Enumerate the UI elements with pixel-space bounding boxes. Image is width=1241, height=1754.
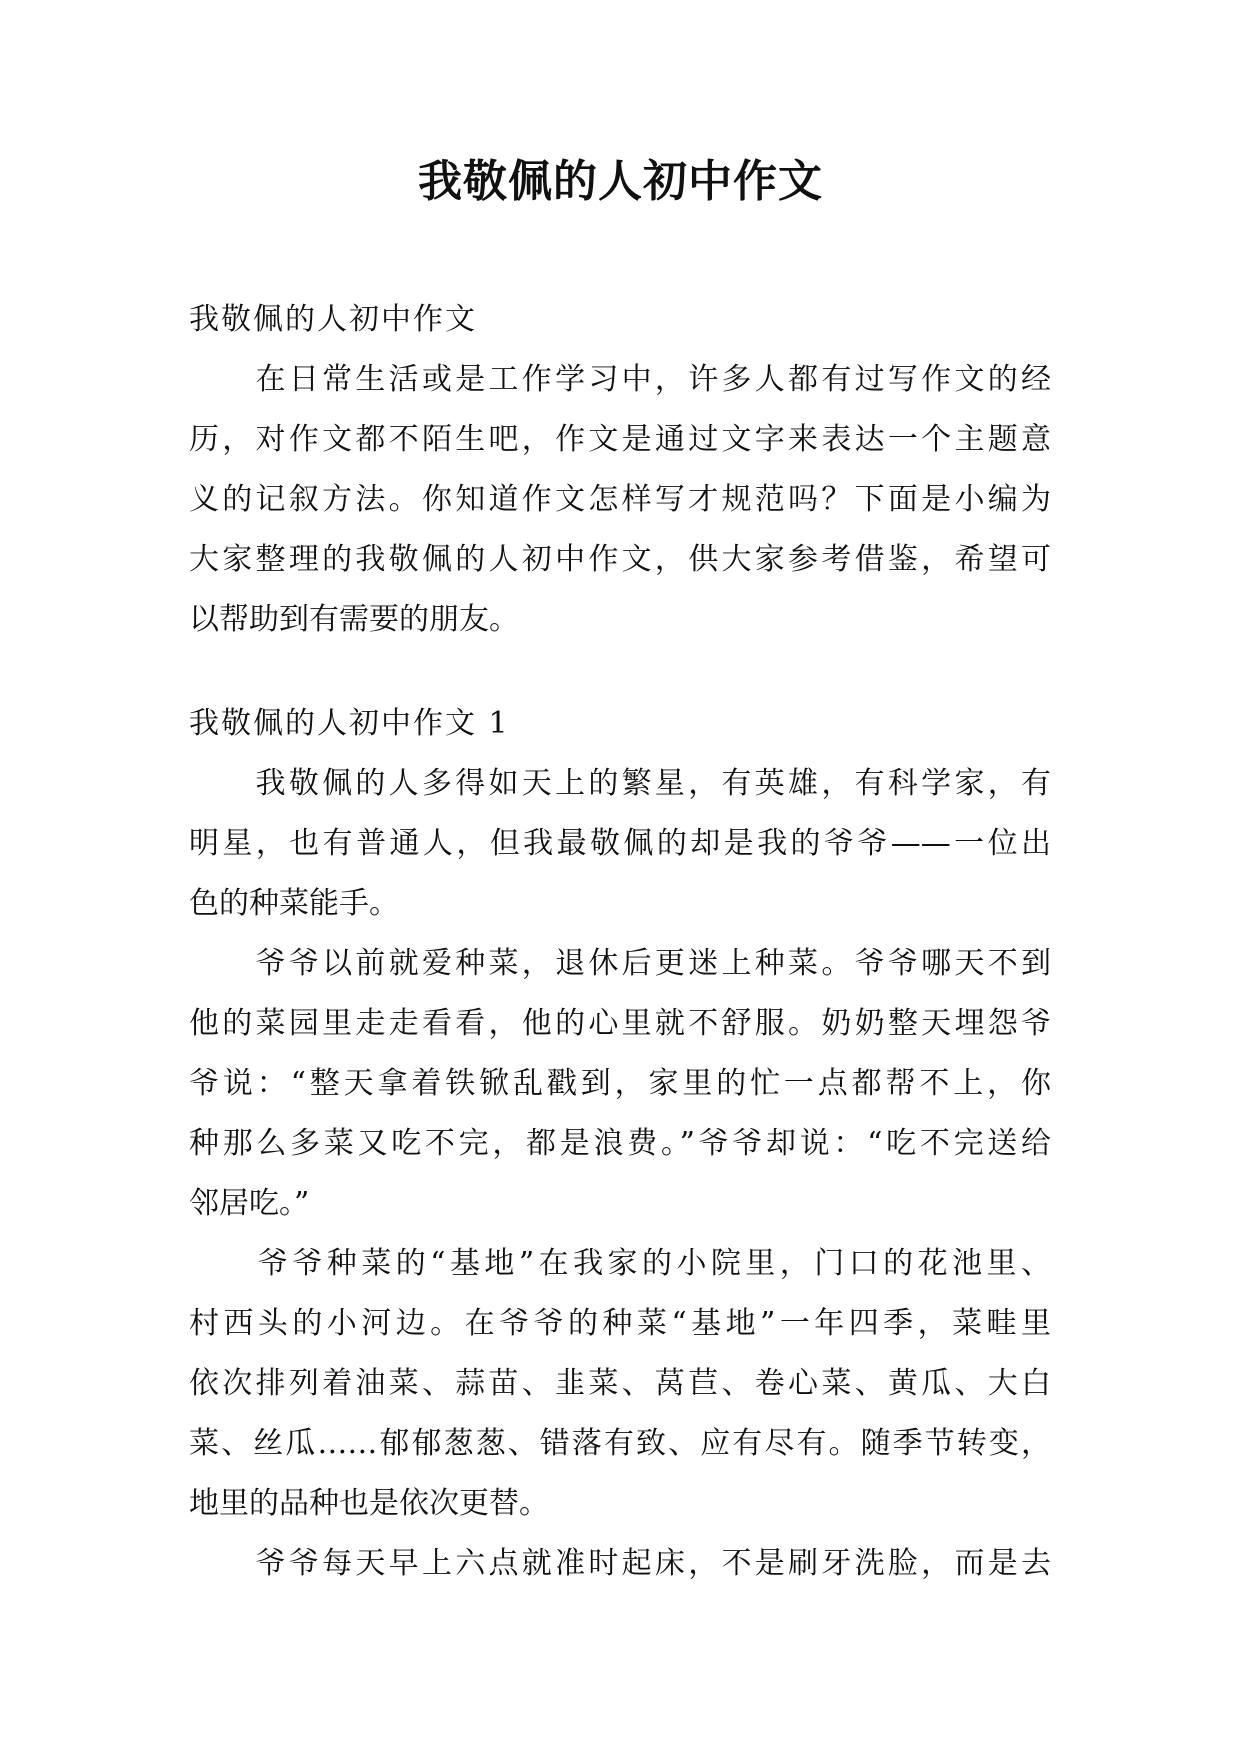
text-line: 种那么多菜又吃不完，都是浪费。”爷爷却说：“吃不完送给 bbox=[189, 1126, 1051, 1161]
essay-paragraph-3 bbox=[189, 1234, 1051, 1534]
essay-heading: 我敬佩的人初中作文 1 bbox=[189, 706, 510, 741]
text-line: 色的种菜能手。 bbox=[189, 886, 399, 921]
essay-paragraph-2 bbox=[189, 934, 1051, 1234]
text-line: 义的记叙方法。你知道作文怎样写才规范吗？下面是小编为 bbox=[189, 482, 1051, 517]
text-line: 地里的品种也是依次更替。 bbox=[189, 1486, 549, 1521]
document-title: 我敬佩的人初中作文 bbox=[418, 156, 823, 207]
text-line: 爷爷种菜的“基地”在我家的小院里，门口的花池里、 bbox=[189, 1246, 1051, 1281]
text-line: 我敬佩的人多得如天上的繁星，有英雄，有科学家，有 bbox=[189, 766, 1051, 801]
text-line: 爷爷以前就爱种菜，退休后更迷上种菜。爷爷哪天不到 bbox=[189, 946, 1051, 981]
text-line: 村西头的小河边。在爷爷的种菜“基地”一年四季，菜畦里 bbox=[189, 1306, 1051, 1341]
essay-paragraph-4 bbox=[189, 1534, 1051, 1594]
text-line: 爷爷每天早上六点就准时起床，不是刷牙洗脸，而是去 bbox=[189, 1546, 1051, 1581]
section-spacer bbox=[189, 650, 1051, 694]
text-line: 大家整理的我敬佩的人初中作文，供大家参考借鉴，希望可 bbox=[189, 542, 1051, 577]
text-line: 以帮助到有需要的朋友。 bbox=[189, 602, 519, 637]
text-line: 明星，也有普通人，但我最敬佩的却是我的爷爷——一位出 bbox=[189, 826, 1051, 861]
text-line: 邻居吃。” bbox=[189, 1186, 310, 1221]
text-line: 菜、丝瓜……郁郁葱葱、错落有致、应有尽有。随季节转变， bbox=[189, 1426, 1051, 1461]
text-line: 历，对作文都不陌生吧，作文是通过文字来表达一个主题意 bbox=[189, 422, 1051, 457]
intro-paragraph bbox=[189, 350, 1051, 650]
text-line: 在日常生活或是工作学习中，许多人都有过写作文的经 bbox=[189, 362, 1051, 397]
text-line: 依次排列着油菜、蒜苗、韭菜、莴苣、卷心菜、黄瓜、大白 bbox=[189, 1366, 1051, 1401]
text-line: 他的菜园里走走看看，他的心里就不舒服。奶奶整天埋怨爷 bbox=[189, 1006, 1051, 1041]
document-body bbox=[189, 290, 1051, 1594]
intro-heading: 我敬佩的人初中作文 bbox=[189, 302, 477, 337]
text-line: 爷说：“整天拿着铁锨乱戳到，家里的忙一点都帮不上，你 bbox=[189, 1066, 1051, 1101]
essay-paragraph-1 bbox=[189, 754, 1051, 934]
